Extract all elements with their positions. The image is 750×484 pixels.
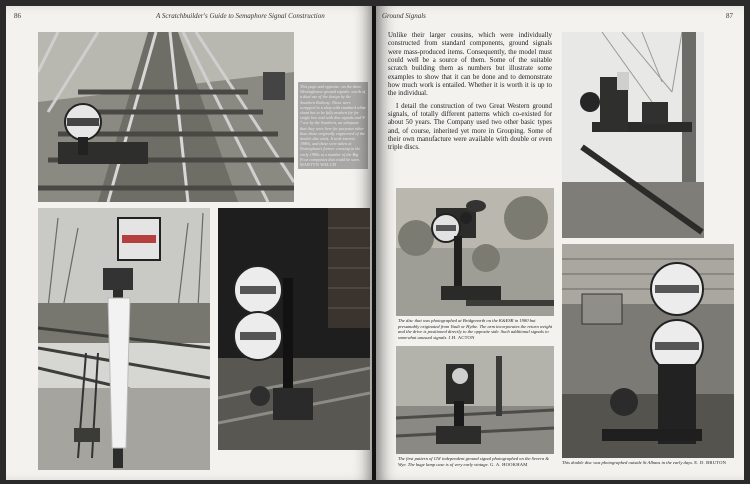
photo-gw-disc-signal bbox=[396, 188, 554, 316]
caption-gw-disc: The disc that was photographed at Bridgenorth on the K&ESR in 1980 but presumably originated from Vault or Hythe. The arm incorporates the return weight and the drive is positioned directly to the opposite side. Such additional signals to somewhat unusual signals. J.H. ACTON bbox=[398, 318, 553, 340]
left-page-number: 86 bbox=[14, 12, 21, 20]
photo-disc-on-post-with-ladder bbox=[38, 208, 210, 470]
photo-signal-on-bracket bbox=[562, 32, 704, 238]
book-spread bbox=[6, 6, 744, 480]
right-running-head: Ground Signals bbox=[382, 12, 426, 20]
photo-double-disc-signal-left bbox=[218, 208, 370, 450]
left-running-head: A Scratchbuilder's Guide to Semaphore Signal Construction bbox=[156, 12, 325, 20]
right-page-number: 87 bbox=[726, 12, 733, 20]
caption-double-disc: This double disc was photographed outside St Albans in the early days. E. D. BRUTON bbox=[562, 460, 727, 465]
photo-ground-disc-trackside bbox=[38, 32, 294, 202]
body-paragraph: Unlike their larger cousins, which were individually constructed from standard components, ground signals were mass-produced items. Consequently, the model must could well be a source of them. Some of the suitable scratch building them as numbers but illustrate some examples to show that it can be done and to demonstrate how much work is entailed. Whether it is worth it is up to the individual. bbox=[388, 32, 552, 98]
left-page bbox=[6, 6, 374, 480]
body-text-column bbox=[388, 32, 552, 157]
caption-westinghouse-discs: This page and opposite: on the three Westinghouse ground signals: worth of a dual use of the design by the Southern Railway. These were scrapped in a shop with standard white shunt but to be fully modern for for single line and with disc signals and Y-7 use by the Southern, an adequate that they were here for purposes other than those originally engineered of the double disc units. It took interest 1980s, and these were taken at Nottingham's former crossing in the early 1980s at a number of the Big Four companies that could be seen. MARTYN WELCH bbox=[298, 82, 368, 169]
photo-double-disc-st-albans bbox=[562, 244, 734, 458]
right-page bbox=[376, 6, 744, 480]
photo-first-pattern-gw-signal bbox=[396, 346, 554, 454]
caption-first-pattern: The first pattern of GW independent ground signal photographed on the Severn & Wye. The huge lamp case is of very early vintage. G. A. HOOKHAM bbox=[398, 456, 549, 467]
body-paragraph: I detail the construction of two Great Western ground signals, of totally different patterns which co-existed for about 50 years. The Company used two other basic types and, of course, inherited yet more in Grouping. Some of their own manufacture were available with double or even triple discs. bbox=[388, 102, 552, 152]
